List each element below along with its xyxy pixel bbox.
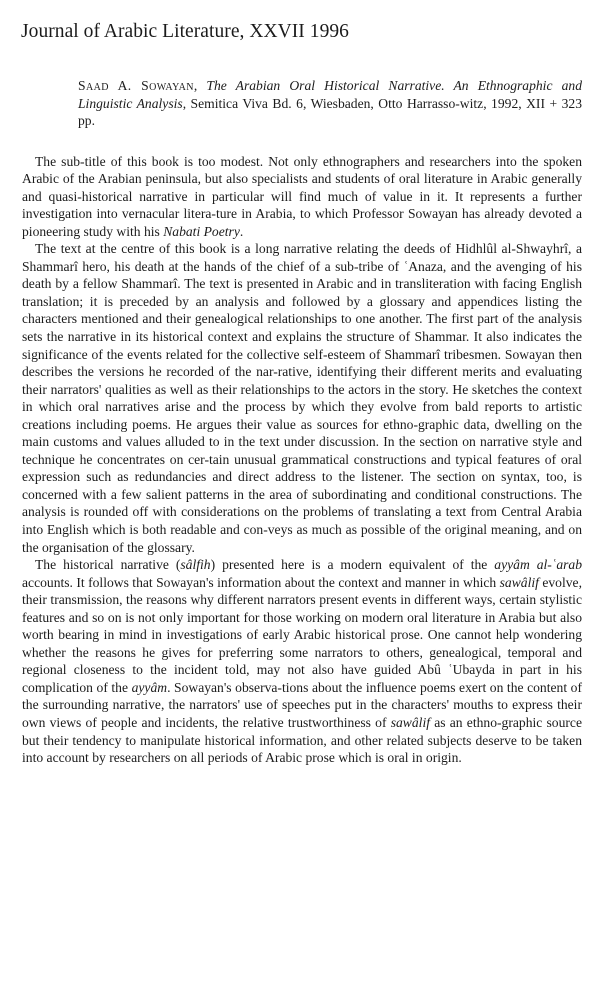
paragraph-3-italic-sawalif: sawâlif (499, 574, 539, 590)
paragraph-3-seg-4: evolve, their transmission, the reasons why different narrators present events in different ways, certain stylistic features and so on is not only important for those working on modern oral literature in Arabia but also worth bearing in mind in investigations of early Arabic historical prose. One cannot help wondering whether the reasons he gives for preferring some narrators to others, genealogical, temporal and regional closeness to the incident told, may not also have guided Abû ʿUbayda in part in his complication of the (22, 574, 582, 695)
paragraph-1 (22, 153, 582, 241)
paragraph-1-end: . (239, 223, 244, 239)
citation-details: , Semitica Viva Bd. 6, Wiesbaden, Otto Harrasso-witz, 1992, XII + 323 pp. (78, 95, 582, 128)
book-citation (78, 77, 582, 130)
citation-separator: , (193, 78, 207, 93)
paragraph-3-italic-ayyam-al-arab: ayyâm al-ʿarab (494, 557, 583, 573)
paragraph-2: The text at the centre of this book is a long narrative relating the deeds of Hidhlûl al-Shwayhrî, a Shammarî hero, his death at the hands of the chief of a sub-tribe of ʿAnaza, and the avenging of his death by a fellow Shammarî. The text is presented in Arabic and in transliteration with facing English translation; it is preceded by an analysis and followed by a glossary and appendices listing the characters mentioned and their genealogical relationships to one another. The first part of the analysis sets the narrative in its historical context and explains the structure of Shammar. It also indicates the significance of the events related for the collective self-esteem of Shammarî tribesmen. Sowayan then describes the versions he recorded of the nar-rative, identifying their different merits and evaluating their narrators' qualities as well as their relationships to the actors in the story. He sketches the context in which oral narratives arise and the process by which they evolve from bald reports to artistic creations including poems. He argues their value as sources for ethno-graphic data, dwelling on the main customs and values alluded to in the text under discussion. In the section on narrative style and technique he concentrates on cer-tain unusual grammatical constructions and typical features of oral expression such as redundancies and direct address to the listener. The section on syntax, too, is concerned with a few salient patterns in the area of subordinating and conditional constructions. The analysis is rounded off with considerations on the problems of translating a text from Central Arabia into English which is both readable and con-veys as much as possible of the original meaning, and on the organisation of the glossary. (22, 241, 582, 555)
paragraph-3-seg-3: accounts. It follows that Sowayan's information about the context and manner in which (22, 574, 500, 590)
paragraph-3-seg-6: as an ethno-graphic source but their tendency to manipulate historical information, and other related subjects deserve to be taken into account by researchers on all periods of Arabic prose which is oral in origin. (22, 715, 582, 766)
citation-title: The Arabian Oral Historical Narrative. An Ethnographic and Linguistic Analysis (78, 78, 582, 111)
paragraph-1-text: The sub-title of this book is too modest. Not only ethnographers and researchers into the spoken Arabic of the Arabian peninsula, but also specialists and students of oral literature in Arabic generally and quasi-historical narrative in particular will find much of value in it. It represents a further investigation into vernacular litera-ture in Arabia, to which Professor Sowayan has already devoted a pioneering study with his (22, 153, 582, 239)
paragraph-3-seg-5: . Sowayan's observa-tions about the influence poems exert on the content of the surrounding narrative, the narrators' use of speeches put in the characters' mouths to express their own views of people and incidents, the relative trustworthiness of (22, 679, 582, 730)
paragraph-3-italic-sawalif-2: sawâlif (390, 715, 430, 730)
paragraph-3-italic-salfih: sâlfih (180, 557, 211, 573)
paragraph-3 (22, 556, 582, 767)
paragraph-1-italic-title: Nabati Poetry (163, 223, 240, 239)
paragraph-3-seg-1: The historical narrative ( (35, 557, 181, 573)
paragraph-3-seg-2: ) presented here is a modern equivalent of the (210, 557, 495, 573)
review-body (22, 153, 582, 767)
citation-author: Saad A. Sowayan (78, 78, 194, 93)
running-head: Journal of Arabic Literature, XXVII 1996 (21, 21, 349, 42)
paragraph-3-italic-ayyam: ayyâm (131, 679, 168, 695)
